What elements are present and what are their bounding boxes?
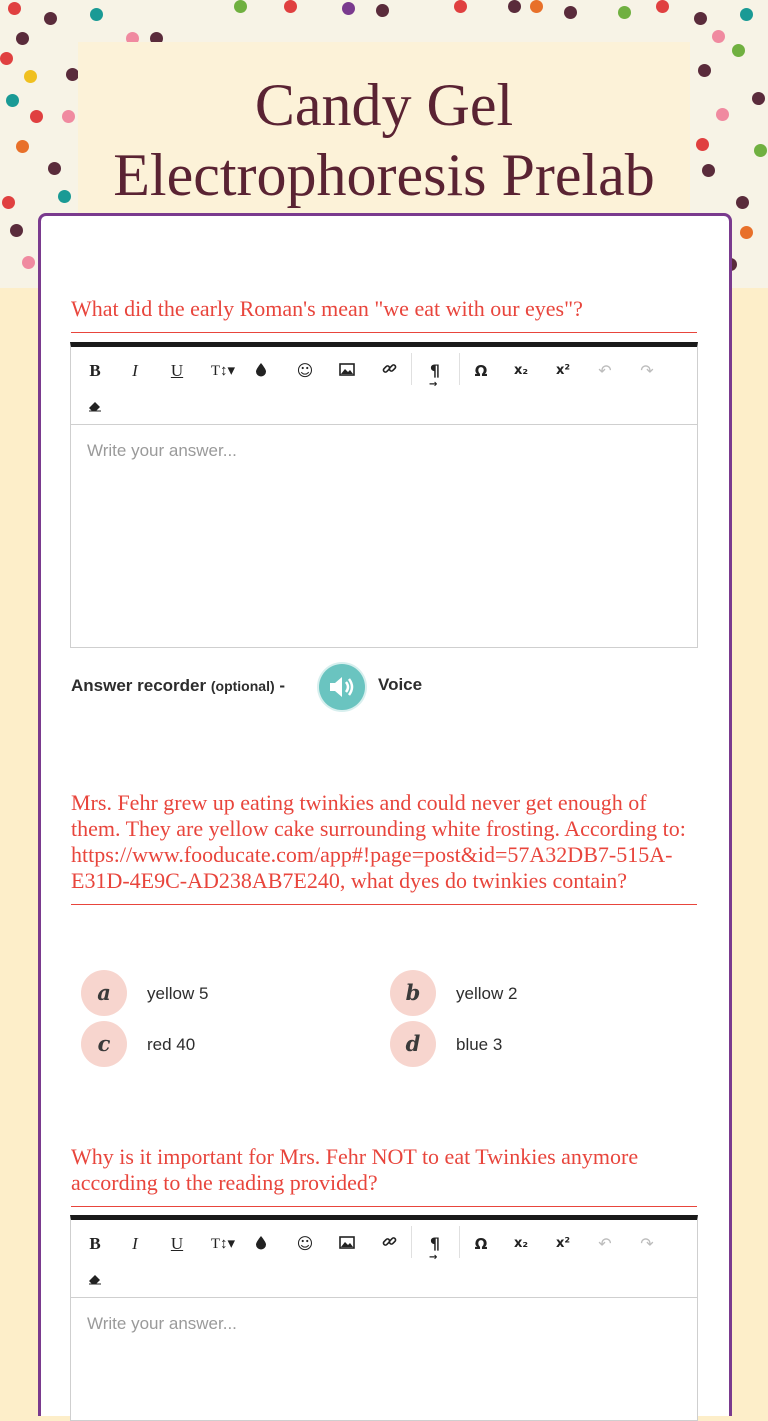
- option-a-marker[interactable]: a: [81, 970, 127, 1016]
- editor-toolbar: [71, 347, 697, 425]
- page-title: Candy Gel Electrophoresis Prelab: [113, 72, 655, 208]
- option-a-label[interactable]: yellow 5: [147, 984, 209, 1003]
- underline-button[interactable]: U: [170, 1234, 184, 1253]
- answer-input-1[interactable]: Write your answer...: [87, 441, 237, 460]
- image-icon[interactable]: [333, 1230, 361, 1258]
- editor-toolbar: [71, 1220, 697, 1298]
- undo-icon[interactable]: ↶: [598, 361, 612, 380]
- special-characters-button[interactable]: Ω: [474, 362, 488, 380]
- undo-icon[interactable]: ↶: [598, 1234, 612, 1253]
- answer-editor-1: [70, 342, 698, 648]
- option-b-label[interactable]: yellow 2: [456, 984, 518, 1003]
- question-1-text: What did the early Roman's mean "we eat with our eyes"?: [71, 296, 697, 333]
- question-3-text: Why is it important for Mrs. Fehr NOT to eat Twinkies anymore according to the reading provided?: [71, 1144, 697, 1207]
- option-d-marker[interactable]: d: [390, 1021, 436, 1067]
- superscript-button[interactable]: x²: [555, 363, 571, 378]
- option-c-marker[interactable]: c: [81, 1021, 127, 1067]
- clear-format-icon[interactable]: [81, 393, 109, 421]
- italic-button[interactable]: I: [132, 1234, 138, 1253]
- answer-recorder: [71, 664, 571, 710]
- bold-button[interactable]: B: [89, 361, 101, 380]
- answer-input-3[interactable]: Write your answer...: [87, 1314, 237, 1333]
- subscript-button[interactable]: x₂: [513, 1236, 529, 1251]
- bold-button[interactable]: B: [89, 1234, 101, 1253]
- paragraph-direction-icon[interactable]: ¶ →: [429, 1234, 441, 1263]
- recorder-label: Answer recorder (optional) -: [71, 676, 286, 695]
- redo-icon[interactable]: ↷: [640, 361, 654, 380]
- paragraph-direction-icon[interactable]: ¶ →: [429, 361, 441, 390]
- text-color-icon[interactable]: [247, 357, 275, 385]
- text-color-icon[interactable]: [247, 1230, 275, 1258]
- link-icon[interactable]: [375, 357, 403, 385]
- voice-record-button[interactable]: [319, 664, 365, 710]
- underline-button[interactable]: U: [170, 361, 184, 380]
- option-c-label[interactable]: red 40: [147, 1035, 196, 1054]
- question-2-text: Mrs. Fehr grew up eating twinkies and could never get enough of them. They are yellow cake surrounding white frosting. According to: https://www.fooducate.com/app#!page=post&id=57A32DB7-515A-E31D-4E9C-AD238AB7E240, what dyes do twinkies contain?: [71, 790, 697, 905]
- superscript-button[interactable]: x²: [555, 1236, 571, 1251]
- title-card: [78, 42, 690, 242]
- voice-label: Voice: [378, 675, 423, 694]
- italic-button[interactable]: I: [132, 361, 138, 380]
- speaker-icon: [319, 664, 365, 710]
- emoji-icon[interactable]: ☺: [296, 361, 314, 380]
- image-icon[interactable]: [333, 357, 361, 385]
- emoji-icon[interactable]: ☺: [296, 1234, 314, 1253]
- text-size-button[interactable]: T↕▾: [210, 1236, 236, 1252]
- option-d-label[interactable]: blue 3: [456, 1035, 503, 1054]
- answer-editor-3: [70, 1215, 698, 1421]
- link-icon[interactable]: [375, 1230, 403, 1258]
- special-characters-button[interactable]: Ω: [474, 1235, 488, 1253]
- text-size-button[interactable]: T↕▾: [210, 363, 236, 379]
- clear-format-icon[interactable]: [81, 1266, 109, 1294]
- option-b-marker[interactable]: b: [390, 970, 436, 1016]
- redo-icon[interactable]: ↷: [640, 1234, 654, 1253]
- subscript-button[interactable]: x₂: [513, 363, 529, 378]
